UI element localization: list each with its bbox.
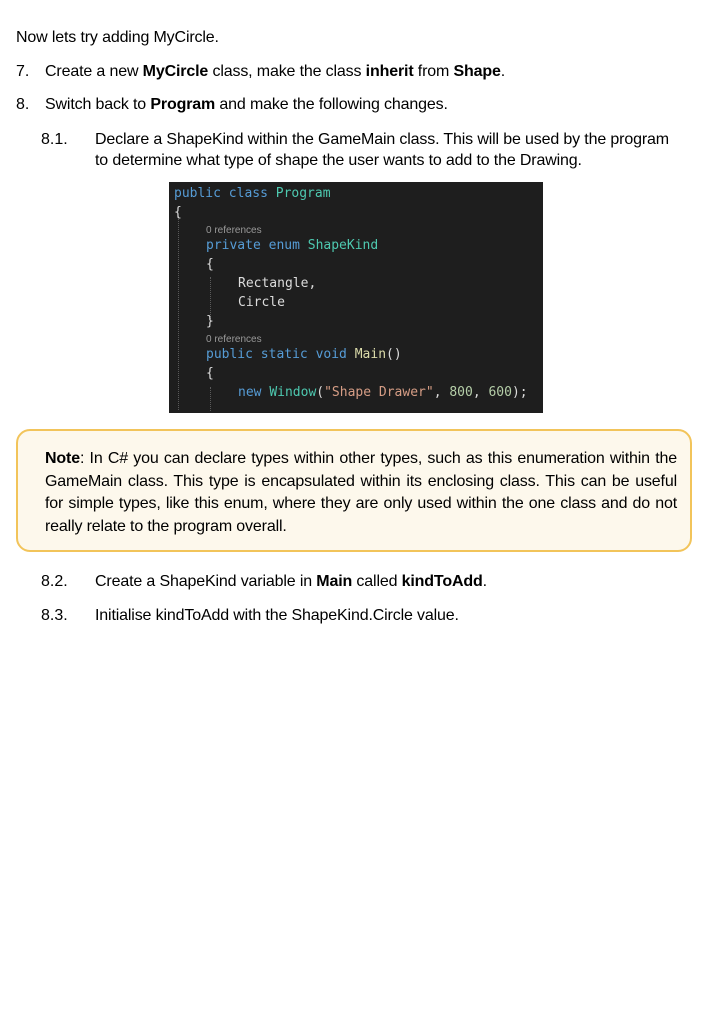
intro-text: Now lets try adding MyCircle. — [16, 29, 219, 46]
step-7-text: Create a new MyCircle class, make the class inherit from Shape. — [45, 63, 506, 80]
code-line-rectangle: Rectangle, — [238, 276, 317, 291]
indent-guide-main — [210, 387, 211, 411]
code-line-enum-close: } — [206, 314, 214, 329]
code-screenshot — [169, 182, 543, 413]
code-line-open-brace: { — [174, 205, 182, 220]
code-line-class: public class Program — [174, 186, 331, 201]
step-8-1-line-1: Declare a ShapeKind within the GameMain class. This will be used by the program — [95, 131, 669, 148]
step-8-3-text: Initialise kindToAdd with the ShapeKind.Circle value. — [95, 607, 459, 624]
code-line-main: public static void Main() — [206, 347, 402, 362]
note-box — [16, 429, 692, 552]
step-8-3-number: 8.3. — [41, 607, 68, 624]
step-8-2-text: Create a ShapeKind variable in Main called kindToAdd. — [95, 573, 487, 590]
step-8-1-number: 8.1. — [41, 131, 68, 148]
step-8-number: 8. — [16, 96, 30, 113]
code-line-window: new Window("Shape Drawer", 800, 600); — [238, 385, 528, 400]
indent-guide-outer — [178, 216, 179, 410]
code-line-main-open: { — [206, 366, 214, 381]
code-line-enum-open: { — [206, 257, 214, 272]
note-label: Note — [45, 450, 80, 467]
code-line-circle: Circle — [238, 295, 285, 310]
step-8-1-line-2: to determine what type of shape the user wants to add to the Drawing. — [95, 152, 582, 169]
step-7-number: 7. — [16, 63, 30, 80]
code-line-enum: private enum ShapeKind — [206, 238, 379, 253]
step-8-2-number: 8.2. — [41, 573, 68, 590]
note-text: Note: In C# you can declare types within other types, such as this enumeration within the GameMain class. This type is encapsulated within its enclosing class. This can be useful for simple types, like this enum, where they are only used within the one class and do not really relate to the program overall. — [45, 450, 677, 535]
step-8-text: Switch back to Program and make the following changes. — [45, 96, 448, 113]
code-references-hint: 0 references — [206, 225, 262, 236]
code-references-hint: 0 references — [206, 334, 262, 345]
